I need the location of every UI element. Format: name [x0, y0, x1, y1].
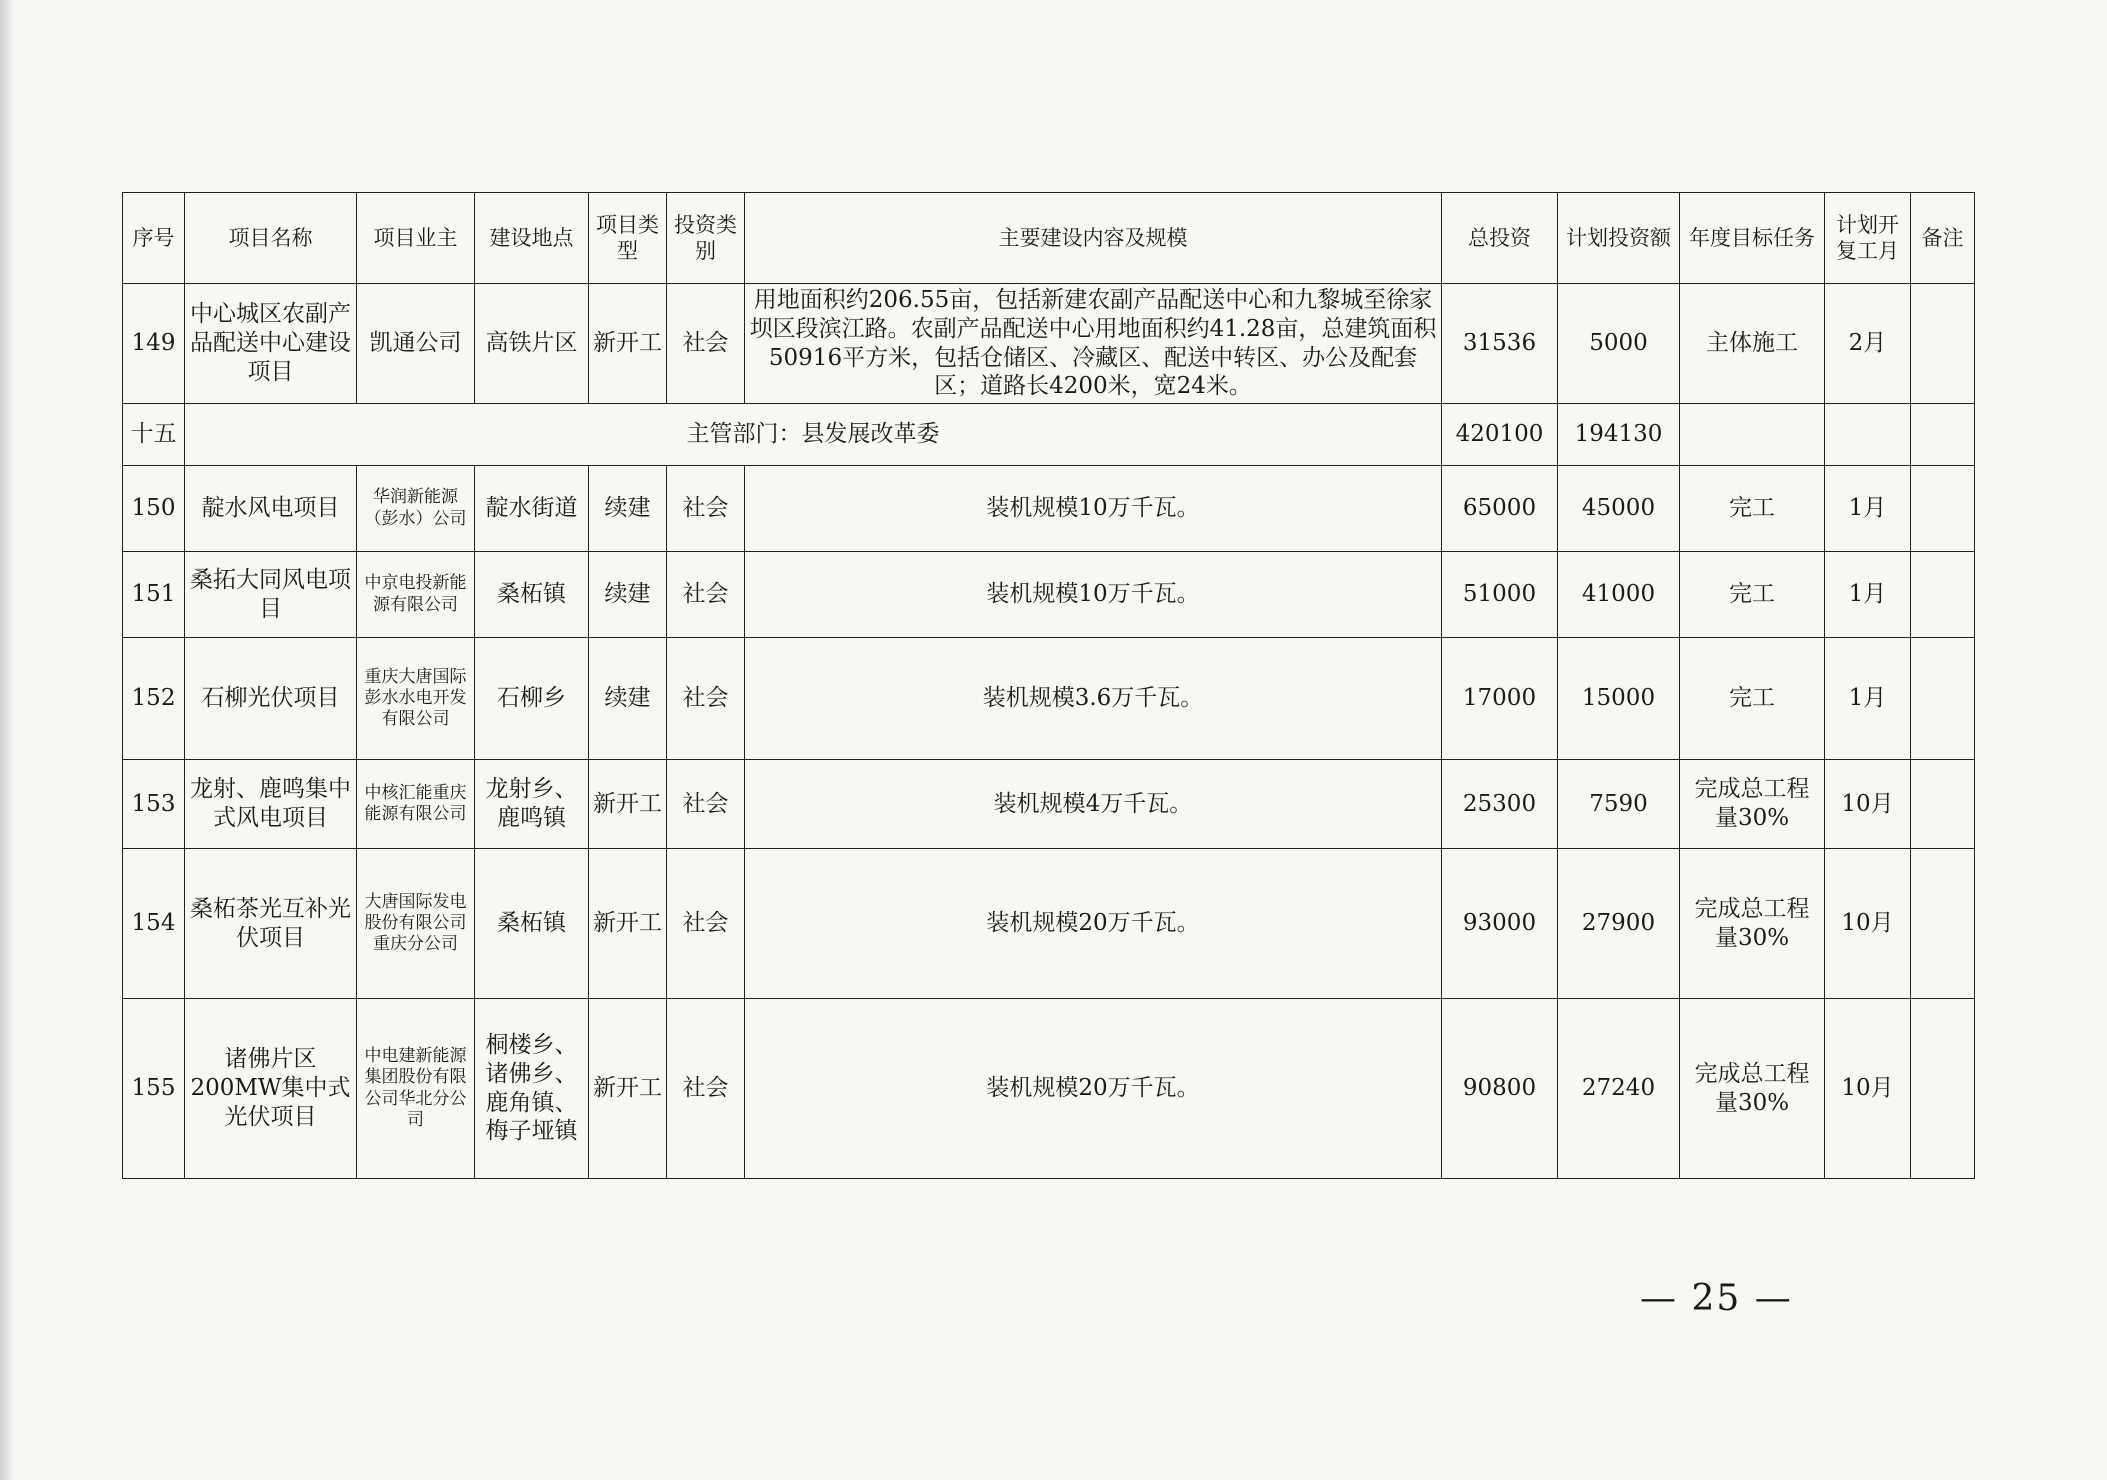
section-remark	[1911, 404, 1975, 466]
header-planned: 计划投资额	[1558, 193, 1680, 284]
cell-seq: 154	[123, 849, 185, 999]
cell-total: 51000	[1442, 552, 1558, 638]
cell-target: 完工	[1680, 552, 1825, 638]
cell-location: 桑柘镇	[475, 849, 589, 999]
cell-owner: 中核汇能重庆能源有限公司	[357, 760, 475, 849]
cell-total: 90800	[1442, 999, 1558, 1179]
cell-owner: 华润新能源（彭水）公司	[357, 466, 475, 552]
cell-start: 1月	[1825, 466, 1911, 552]
cell-seq: 150	[123, 466, 185, 552]
cell-category: 社会	[667, 466, 745, 552]
cell-remark	[1911, 466, 1975, 552]
cell-target: 主体施工	[1680, 284, 1825, 404]
section-planned: 194130	[1558, 404, 1680, 466]
cell-remark	[1911, 638, 1975, 760]
cell-total: 65000	[1442, 466, 1558, 552]
cell-seq: 152	[123, 638, 185, 760]
cell-owner: 大唐国际发电股份有限公司重庆分公司	[357, 849, 475, 999]
cell-seq: 151	[123, 552, 185, 638]
cell-planned: 27900	[1558, 849, 1680, 999]
cell-start: 10月	[1825, 999, 1911, 1179]
cell-name: 靛水风电项目	[185, 466, 357, 552]
header-category: 投资类别	[667, 193, 745, 284]
cell-location: 龙射乡、鹿鸣镇	[475, 760, 589, 849]
table-row	[123, 849, 1975, 999]
header-row	[123, 193, 1975, 284]
cell-content: 装机规模10万千瓦。	[745, 466, 1442, 552]
cell-target: 完成总工程量30%	[1680, 999, 1825, 1179]
cell-type: 续建	[589, 552, 667, 638]
cell-start: 1月	[1825, 638, 1911, 760]
header-total: 总投资	[1442, 193, 1558, 284]
section-target	[1680, 404, 1825, 466]
cell-type: 续建	[589, 638, 667, 760]
cell-category: 社会	[667, 760, 745, 849]
cell-category: 社会	[667, 552, 745, 638]
cell-remark	[1911, 999, 1975, 1179]
cell-owner: 中电建新能源集团股份有限公司华北分公司	[357, 999, 475, 1179]
cell-remark	[1911, 849, 1975, 999]
cell-planned: 45000	[1558, 466, 1680, 552]
section-row	[123, 404, 1975, 466]
cell-category: 社会	[667, 849, 745, 999]
cell-planned: 7590	[1558, 760, 1680, 849]
cell-name: 龙射、鹿鸣集中式风电项目	[185, 760, 357, 849]
section-total: 420100	[1442, 404, 1558, 466]
header-type: 项目类型	[589, 193, 667, 284]
cell-seq: 155	[123, 999, 185, 1179]
cell-category: 社会	[667, 284, 745, 404]
cell-total: 25300	[1442, 760, 1558, 849]
cell-location: 桐楼乡、诸佛乡、鹿角镇、梅子垭镇	[475, 999, 589, 1179]
header-name: 项目名称	[185, 193, 357, 284]
header-content: 主要建设内容及规模	[745, 193, 1442, 284]
cell-type: 新开工	[589, 760, 667, 849]
cell-location: 高铁片区	[475, 284, 589, 404]
header-seq: 序号	[123, 193, 185, 284]
cell-remark	[1911, 552, 1975, 638]
cell-content: 装机规模4万千瓦。	[745, 760, 1442, 849]
header-remark: 备注	[1911, 193, 1975, 284]
cell-name: 诸佛片区200MW集中式光伏项目	[185, 999, 357, 1179]
cell-category: 社会	[667, 999, 745, 1179]
header-owner: 项目业主	[357, 193, 475, 284]
cell-remark	[1911, 284, 1975, 404]
cell-target: 完成总工程量30%	[1680, 849, 1825, 999]
cell-content: 装机规模10万千瓦。	[745, 552, 1442, 638]
header-start: 计划开复工月	[1825, 193, 1911, 284]
cell-name: 桑拓大同风电项目	[185, 552, 357, 638]
cell-category: 社会	[667, 638, 745, 760]
cell-start: 10月	[1825, 849, 1911, 999]
cell-name: 中心城区农副产品配送中心建设项目	[185, 284, 357, 404]
cell-name: 石柳光伏项目	[185, 638, 357, 760]
cell-seq: 153	[123, 760, 185, 849]
table-row	[123, 999, 1975, 1179]
header-target: 年度目标任务	[1680, 193, 1825, 284]
cell-content: 装机规模3.6万千瓦。	[745, 638, 1442, 760]
cell-target: 完工	[1680, 466, 1825, 552]
cell-planned: 5000	[1558, 284, 1680, 404]
cell-owner: 凯通公司	[357, 284, 475, 404]
cell-name: 桑柘茶光互补光伏项目	[185, 849, 357, 999]
table-row	[123, 638, 1975, 760]
cell-type: 新开工	[589, 849, 667, 999]
cell-owner: 中京电投新能源有限公司	[357, 552, 475, 638]
scan-edge-shadow	[0, 0, 14, 1480]
table-row	[123, 284, 1975, 404]
cell-start: 10月	[1825, 760, 1911, 849]
cell-type: 续建	[589, 466, 667, 552]
cell-start: 2月	[1825, 284, 1911, 404]
page-number: — 25 —	[1640, 1278, 1793, 1319]
cell-target: 完成总工程量30%	[1680, 760, 1825, 849]
cell-total: 31536	[1442, 284, 1558, 404]
section-label: 主管部门：县发展改革委	[185, 404, 1442, 466]
section-seq: 十五	[123, 404, 185, 466]
cell-remark	[1911, 760, 1975, 849]
cell-start: 1月	[1825, 552, 1911, 638]
cell-planned: 15000	[1558, 638, 1680, 760]
header-location: 建设地点	[475, 193, 589, 284]
table-row	[123, 552, 1975, 638]
cell-total: 17000	[1442, 638, 1558, 760]
cell-location: 石柳乡	[475, 638, 589, 760]
cell-planned: 27240	[1558, 999, 1680, 1179]
cell-target: 完工	[1680, 638, 1825, 760]
section-start	[1825, 404, 1911, 466]
table-row	[123, 760, 1975, 849]
cell-type: 新开工	[589, 999, 667, 1179]
cell-content: 装机规模20万千瓦。	[745, 999, 1442, 1179]
cell-content: 用地面积约206.55亩，包括新建农副产品配送中心和九黎城至徐家坝区段滨江路。农副产品配送中心用地面积约41.28亩，总建筑面积50916平方米，包括仓储区、冷藏区、配送中转区、办公及配套区；道路长4200米，宽24米。	[745, 284, 1442, 404]
table-row	[123, 466, 1975, 552]
cell-planned: 41000	[1558, 552, 1680, 638]
cell-total: 93000	[1442, 849, 1558, 999]
cell-location: 桑柘镇	[475, 552, 589, 638]
cell-seq: 149	[123, 284, 185, 404]
cell-content: 装机规模20万千瓦。	[745, 849, 1442, 999]
cell-location: 靛水街道	[475, 466, 589, 552]
cell-owner: 重庆大唐国际彭水水电开发有限公司	[357, 638, 475, 760]
cell-type: 新开工	[589, 284, 667, 404]
project-table	[122, 192, 1975, 1179]
